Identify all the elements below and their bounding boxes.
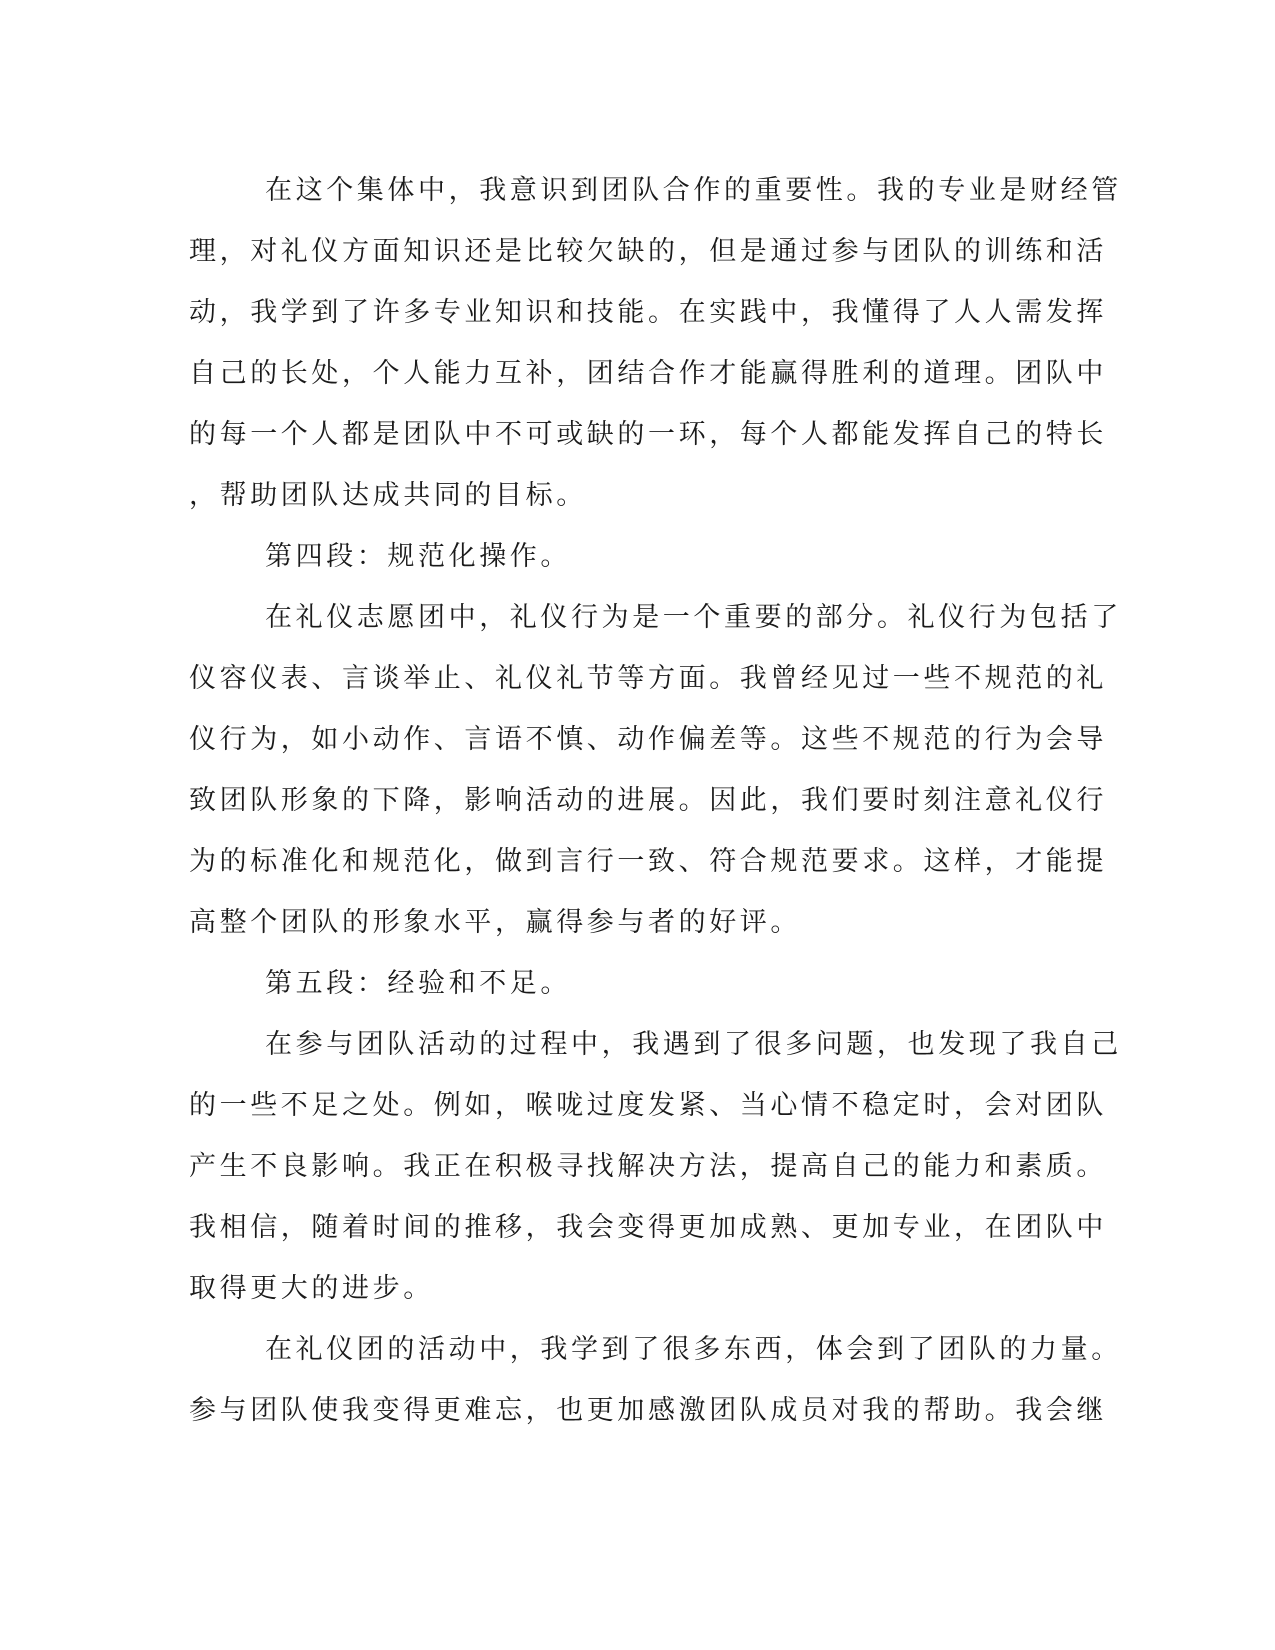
text-line: 取得更大的进步。 xyxy=(189,1273,434,1304)
text-line: 动，我学到了许多专业知识和技能。在实践中，我懂得了人人需发挥 xyxy=(189,297,1107,328)
text-line: 致团队形象的下降，影响活动的进展。因此，我们要时刻注意礼仪行 xyxy=(189,785,1107,816)
text-line: 仪容仪表、言谈举止、礼仪礼节等方面。我曾经见过一些不规范的礼 xyxy=(189,663,1107,694)
text-line: 参与团队使我变得更难忘，也更加感激团队成员对我的帮助。我会继 xyxy=(189,1395,1107,1426)
text-line: 自己的长处，个人能力互补，团结合作才能赢得胜利的道理。团队中 xyxy=(189,358,1107,389)
text-line: 在礼仪志愿团中，礼仪行为是一个重要的部分。礼仪行为包括了 xyxy=(265,602,1122,633)
section-heading: 第四段：规范化操作。 xyxy=(265,541,571,572)
text-line: 在这个集体中，我意识到团队合作的重要性。我的专业是财经管 xyxy=(265,175,1122,206)
text-line: 仪行为，如小动作、言语不慎、动作偏差等。这些不规范的行为会导 xyxy=(189,724,1107,755)
text-line: 高整个团队的形象水平，赢得参与者的好评。 xyxy=(189,907,801,938)
section-heading: 第五段：经验和不足。 xyxy=(265,968,571,999)
text-line: 的每一个人都是团队中不可或缺的一环，每个人都能发挥自己的特长 xyxy=(189,419,1107,450)
text-line: 理，对礼仪方面知识还是比较欠缺的，但是通过参与团队的训练和活 xyxy=(189,236,1107,267)
text-line: 为的标准化和规范化，做到言行一致、符合规范要求。这样，才能提 xyxy=(189,846,1107,877)
document-body xyxy=(189,160,1122,1441)
text-line: 在礼仪团的活动中，我学到了很多东西，体会到了团队的力量。 xyxy=(265,1334,1122,1365)
text-line: ，帮助团队达成共同的目标。 xyxy=(189,480,587,511)
text-line: 产生不良影响。我正在积极寻找解决方法，提高自己的能力和素质。 xyxy=(189,1151,1107,1182)
text-line: 的一些不足之处。例如，喉咙过度发紧、当心情不稳定时，会对团队 xyxy=(189,1090,1107,1121)
text-line: 我相信，随着时间的推移，我会变得更加成熟、更加专业，在团队中 xyxy=(189,1212,1107,1243)
text-line: 在参与团队活动的过程中，我遇到了很多问题，也发现了我自己 xyxy=(265,1029,1122,1060)
